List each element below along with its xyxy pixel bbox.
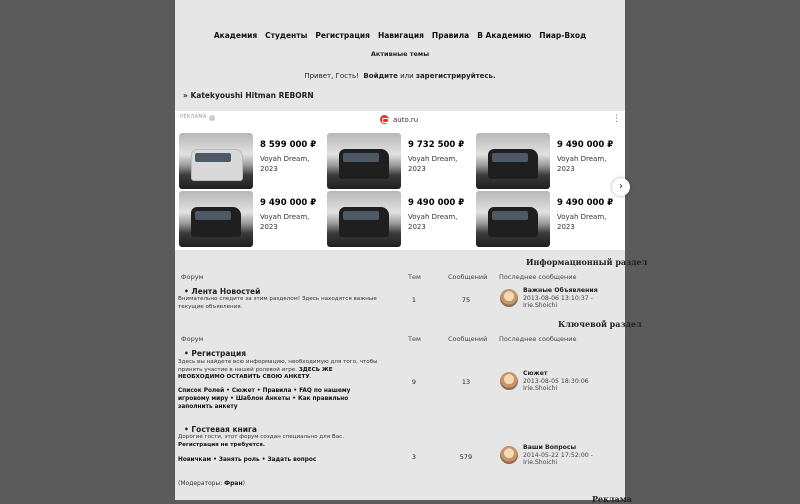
top-navigation: [175, 31, 625, 40]
ad-brand[interactable]: [380, 115, 418, 124]
car-price: 9 490 000 ₽: [408, 198, 465, 208]
column-header-last-post: Последнее сообщение: [499, 273, 577, 281]
welcome-greeting: Привет, Гость!: [304, 72, 359, 80]
forum-title-link[interactable]: • Гостевая книга: [184, 425, 257, 434]
column-header-last-post: Последнее сообщение: [499, 335, 577, 343]
nav-link-to-academy[interactable]: В Академию: [477, 31, 532, 40]
moderator-link[interactable]: Фран: [224, 480, 243, 487]
nav-link-pr-entrance[interactable]: Пиар-Вход: [539, 31, 587, 40]
car-model: Voyah Dream, 2023: [408, 213, 458, 231]
forum-description-text: Здесь вы найдете всю информацию, необходимую для того, чтобы принять участие в нашей ролевой игре.: [178, 359, 378, 373]
column-header-topics: Тем: [408, 335, 421, 343]
post-count: 75: [461, 296, 471, 304]
post-count: 579: [459, 453, 473, 461]
car-image: [179, 133, 253, 189]
register-link[interactable]: зарегистрируйтесь.: [415, 72, 496, 80]
column-header-topics: Тем: [408, 273, 421, 281]
car-card[interactable]: [179, 191, 319, 247]
last-post-author[interactable]: Irie.Shoichi: [523, 459, 558, 466]
column-header-forum: Форум: [181, 335, 204, 343]
ad-banner[interactable]: [175, 111, 625, 250]
car-price: 9 490 000 ₽: [557, 140, 614, 150]
car-card[interactable]: [476, 191, 616, 247]
avatar: [500, 372, 518, 390]
last-post-date: 2014-05-22 17:52:00 -: [523, 452, 593, 459]
last-post-date: 2013-08-05 18:30:06: [523, 378, 589, 385]
forum-page: [175, 0, 648, 504]
car-card[interactable]: [327, 191, 467, 247]
forum-title-link[interactable]: • Лента Новостей: [184, 287, 261, 296]
breadcrumb[interactable]: » Katekyoushi Hitman REBORN: [183, 91, 314, 100]
chevron-right-icon[interactable]: ›: [612, 178, 630, 196]
moderators-close: ): [242, 480, 245, 487]
car-model: Voyah Dream, 2023: [557, 155, 607, 173]
ad-brand-name: auto.ru: [393, 115, 419, 124]
column-header-posts: Сообщений: [448, 335, 488, 343]
nav-link-rules[interactable]: Правила: [431, 31, 470, 40]
moderators-line: [178, 480, 245, 487]
subforum-links[interactable]: Новичкам • Занять роль • Задать вопрос: [178, 457, 317, 463]
forum-description-emphasis: Регистрация не требуется.: [178, 441, 265, 448]
forum-description: Внимательно следите за этим разделом! Здесь находятся важные текущие объявления.: [178, 296, 377, 310]
section-title-ads: Реклама: [592, 494, 632, 504]
post-count: 13: [461, 378, 471, 386]
car-model: Voyah Dream, 2023: [260, 155, 310, 173]
topic-count: 1: [411, 296, 417, 304]
last-post-link[interactable]: Сюжет: [523, 370, 548, 377]
welcome-or: или: [400, 72, 414, 80]
car-price: 9 490 000 ₽: [557, 198, 614, 208]
nav-link-academy[interactable]: Академия: [213, 31, 258, 40]
nav-link-navigation[interactable]: Навигация: [377, 31, 424, 40]
car-image: [476, 133, 550, 189]
car-price: 9 490 000 ₽: [260, 198, 317, 208]
car-card[interactable]: [327, 133, 467, 189]
info-icon[interactable]: i: [209, 115, 215, 121]
last-post-author[interactable]: Irie.Shoichi: [523, 302, 558, 309]
car-model: Voyah Dream, 2023: [408, 155, 458, 173]
section-title-key: Ключевой раздел: [558, 319, 642, 329]
ad-label: [180, 114, 215, 121]
topic-count: 9: [411, 378, 417, 386]
last-post-link[interactable]: Ваши Вопросы: [523, 444, 577, 451]
login-link[interactable]: Войдите: [363, 72, 398, 80]
car-image: [327, 191, 401, 247]
car-price: 9 732 500 ₽: [408, 140, 465, 150]
column-header-forum: Форум: [181, 273, 204, 281]
last-post-link[interactable]: Важные Объявления: [523, 287, 598, 294]
car-image: [476, 191, 550, 247]
auto-ru-logo-icon: [380, 115, 389, 124]
car-card[interactable]: [179, 133, 319, 189]
forum-description: Здесь вы найдете всю информацию, необходимую для того, чтобы принять участие в нашей ролевой игре. ЗДЕСЬ ЖЕ НЕОБХОДИМО ОСТАВИТЬ СВОЮ АНКЕТУ.: [178, 359, 378, 380]
last-post-author[interactable]: Irie.Shoichi: [523, 385, 558, 392]
forum-description-emphasis: ЗДЕСЬ ЖЕ НЕОБХОДИМО ОСТАВИТЬ СВОЮ АНКЕТУ: [178, 366, 333, 380]
active-topics-link[interactable]: Активные темы: [370, 50, 430, 58]
last-post-date: 2013-08-06 13:10:37 -: [523, 295, 593, 302]
subforum-links[interactable]: Список Ролей • Сюжет • Правила • FAQ по нашему игровому миру • Шаблон Анкеты • Как правильно заполнить анкету: [178, 388, 351, 410]
car-card[interactable]: [476, 133, 616, 189]
welcome-message: [175, 72, 625, 80]
avatar: [500, 289, 518, 307]
column-header-posts: Сообщений: [448, 273, 488, 281]
topic-count: 3: [411, 453, 417, 461]
forum-description-text: Дорогие гости, этот форум создан специально для Вас.: [178, 434, 344, 440]
nav-link-students[interactable]: Студенты: [265, 31, 308, 40]
car-image: [327, 133, 401, 189]
more-options-icon[interactable]: ⋮: [612, 114, 621, 124]
forum-title-link[interactable]: • Регистрация: [184, 349, 247, 358]
car-model: Voyah Dream, 2023: [260, 213, 310, 231]
car-price: 8 599 000 ₽: [260, 140, 317, 150]
car-model: Voyah Dream, 2023: [557, 213, 607, 231]
forum-description: [178, 434, 378, 449]
car-image: [179, 191, 253, 247]
nav-link-registration[interactable]: Регистрация: [315, 31, 370, 40]
ad-label-text: РЕКЛАМА: [180, 114, 207, 120]
moderators-label: (Модераторы:: [178, 480, 223, 487]
avatar: [500, 446, 518, 464]
section-title-info: Информационный раздел: [526, 257, 648, 267]
